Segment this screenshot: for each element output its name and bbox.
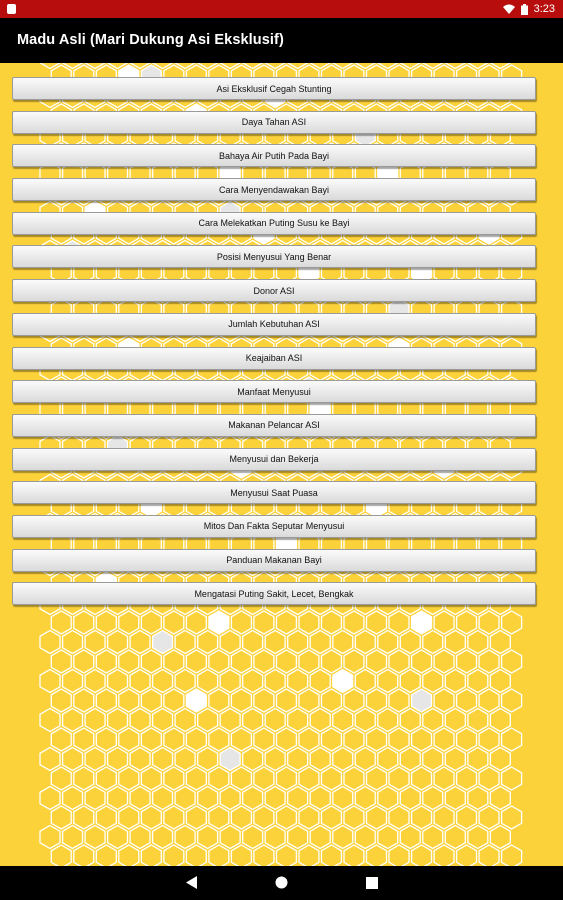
honeycomb-cell [231,845,251,866]
honeycomb-cell [63,709,83,732]
honeycomb-cell [108,748,128,771]
honeycomb-cell [310,631,330,654]
honeycomb-cell [479,845,499,866]
honeycomb-cell [322,689,342,712]
menu-button[interactable]: Asi Eksklusif Cegah Stunting [12,77,536,100]
honeycomb-cell [502,806,522,829]
honeycomb-cell [108,709,128,732]
honeycomb-cell [186,845,206,866]
honeycomb-cell [423,748,443,771]
honeycomb-cell [96,728,116,751]
honeycomb-cell [479,728,499,751]
honeycomb-cell [378,748,398,771]
honeycomb-cell [288,709,308,732]
honeycomb-cell [378,709,398,732]
honeycomb-cell [141,806,161,829]
honeycomb-cell [344,689,364,712]
honeycomb-cell [355,826,375,849]
honeycomb-cell [468,631,488,654]
honeycomb-cell [96,689,116,712]
menu-button[interactable]: Donor ASI [12,279,536,302]
honeycomb-cell [220,709,240,732]
honeycomb-cell [63,787,83,810]
honeycomb-cell [153,631,173,654]
honeycomb-cell [468,709,488,732]
honeycomb-cell [175,748,195,771]
honeycomb-cell [400,709,420,732]
honeycomb-cell [231,689,251,712]
honeycomb-cell [389,845,409,866]
honeycomb-cell [74,650,94,673]
honeycomb-cell [288,787,308,810]
honeycomb-cell [220,670,240,693]
honeycomb-cell [130,670,150,693]
honeycomb-cell [85,748,105,771]
back-icon[interactable] [186,876,197,894]
honeycomb-cell [389,728,409,751]
honeycomb-cell [310,748,330,771]
honeycomb-cell [479,767,499,790]
honeycomb-cell [333,670,353,693]
honeycomb-cell [423,709,443,732]
recents-icon[interactable] [366,876,378,894]
honeycomb-cell [479,806,499,829]
honeycomb-cell [344,806,364,829]
honeycomb-cell [164,767,184,790]
honeycomb-cell [186,728,206,751]
honeycomb-cell [51,806,71,829]
honeycomb-cell [445,670,465,693]
honeycomb-cell [141,728,161,751]
honeycomb-cell [277,767,297,790]
honeycomb-cell [367,728,387,751]
honeycomb-cell [322,650,342,673]
wifi-icon [503,4,515,14]
honeycomb-cell [130,748,150,771]
honeycomb-cell [108,826,128,849]
honeycomb-cell [51,728,71,751]
honeycomb-cell [457,650,477,673]
honeycomb-cell [40,631,60,654]
honeycomb-cell [51,689,71,712]
honeycomb-cell [490,748,510,771]
honeycomb-cell [322,845,342,866]
honeycomb-cell [108,787,128,810]
honeycomb-cell [74,845,94,866]
honeycomb-cell [119,806,139,829]
honeycomb-cell [412,767,432,790]
honeycomb-cell [153,787,173,810]
honeycomb-cell [198,631,218,654]
honeycomb-cell [175,787,195,810]
honeycomb-cell [209,728,229,751]
honeycomb-cell [130,709,150,732]
honeycomb-cell [344,767,364,790]
honeycomb-cell [288,670,308,693]
honeycomb-cell [502,767,522,790]
honeycomb-cell [209,806,229,829]
honeycomb-cell [85,709,105,732]
honeycomb-cell [412,845,432,866]
honeycomb-cell [468,670,488,693]
honeycomb-cell [299,845,319,866]
honeycomb-cell [400,787,420,810]
honeycomb-cell [220,826,240,849]
honeycomb-cell [265,748,285,771]
honeycomb-cell [389,689,409,712]
honeycomb-cell [389,806,409,829]
honeycomb-cell [265,826,285,849]
honeycomb-cell [367,650,387,673]
app-notification-icon [7,4,16,14]
menu-button[interactable]: Posisi Menyusui Yang Benar [12,245,536,268]
honeycomb-cell [412,728,432,751]
honeycomb-cell [175,631,195,654]
honeycomb-cell [367,689,387,712]
honeycomb-cell [355,748,375,771]
honeycomb-cell [355,631,375,654]
honeycomb-cell [63,670,83,693]
status-time: 3:23 [533,3,555,15]
honeycomb-cell [74,806,94,829]
honeycomb-cell [299,728,319,751]
honeycomb-cell [457,845,477,866]
navigation-bar [0,866,563,900]
honeycomb-cell [153,709,173,732]
honeycomb-cell [502,650,522,673]
honeycomb-cell [355,709,375,732]
honeycomb-cell [400,670,420,693]
honeycomb-cell [367,767,387,790]
honeycomb-cell [423,670,443,693]
honeycomb-cell [423,631,443,654]
menu-button[interactable]: Manfaat Menyusui [12,380,536,403]
honeycomb-cell [119,689,139,712]
honeycomb-cell [63,748,83,771]
honeycomb-cell [400,631,420,654]
honeycomb-cell [344,650,364,673]
honeycomb-cell [445,631,465,654]
honeycomb-cell [378,670,398,693]
honeycomb-cell [51,650,71,673]
honeycomb-cell [378,631,398,654]
honeycomb-cell [85,670,105,693]
honeycomb-cell [355,787,375,810]
honeycomb-cell [265,787,285,810]
honeycomb-cell [412,650,432,673]
honeycomb-cell [85,826,105,849]
honeycomb-cell [119,650,139,673]
honeycomb-cell [423,826,443,849]
honeycomb-cell [74,767,94,790]
honeycomb-cell [96,767,116,790]
honeycomb-cell [299,767,319,790]
honeycomb-cell [254,650,274,673]
honeycomb-cell [130,787,150,810]
honeycomb-cell [243,631,263,654]
battery-icon [521,4,528,15]
honeycomb-cell [231,767,251,790]
honeycomb-cell [119,767,139,790]
honeycomb-cell [40,787,60,810]
honeycomb-cell [310,709,330,732]
honeycomb-cell [209,845,229,866]
honeycomb-cell [254,728,274,751]
status-bar [0,0,563,18]
honeycomb-cell [344,728,364,751]
honeycomb-cell [355,670,375,693]
honeycomb-cell [186,767,206,790]
home-icon[interactable] [275,876,288,894]
honeycomb-cell [231,728,251,751]
honeycomb-cell [141,689,161,712]
honeycomb-cell [445,748,465,771]
menu-button[interactable]: Menyusui dan Bekerja [12,448,536,471]
honeycomb-cell [434,650,454,673]
honeycomb-cell [63,826,83,849]
honeycomb-cell [299,806,319,829]
honeycomb-cell [400,826,420,849]
honeycomb-cell [220,748,240,771]
honeycomb-cell [322,767,342,790]
honeycomb-cell [164,845,184,866]
honeycomb-cell [130,631,150,654]
honeycomb-cell [457,689,477,712]
honeycomb-cell [153,826,173,849]
honeycomb-cell [389,767,409,790]
honeycomb-cell [198,670,218,693]
honeycomb-cell [186,689,206,712]
honeycomb-cell [490,631,510,654]
honeycomb-cell [243,709,263,732]
honeycomb-cell [119,728,139,751]
honeycomb-cell [119,845,139,866]
honeycomb-cell [153,670,173,693]
menu-button[interactable]: Mitos Dan Fakta Seputar Menyusui [12,515,536,538]
honeycomb-cell [333,826,353,849]
honeycomb-cell [479,650,499,673]
honeycomb-cell [299,689,319,712]
honeycomb-cell [96,806,116,829]
honeycomb-cell [333,631,353,654]
honeycomb-cell [164,806,184,829]
honeycomb-cell [310,670,330,693]
honeycomb-cell [479,689,499,712]
honeycomb-cell [434,806,454,829]
honeycomb-cell [344,845,364,866]
honeycomb-cell [254,806,274,829]
honeycomb-cell [434,767,454,790]
honeycomb-cell [164,650,184,673]
menu-button[interactable]: Mengatasi Puting Sakit, Lecet, Bengkak [12,582,536,605]
honeycomb-cell [175,709,195,732]
honeycomb-cell [468,787,488,810]
honeycomb-cell [175,670,195,693]
honeycomb-cell [220,787,240,810]
honeycomb-cell [231,650,251,673]
honeycomb-cell [490,670,510,693]
honeycomb-cell [96,650,116,673]
honeycomb-cell [322,806,342,829]
honeycomb-cell [468,748,488,771]
honeycomb-cell [277,806,297,829]
honeycomb-cell [198,826,218,849]
honeycomb-cell [310,826,330,849]
honeycomb-cell [265,709,285,732]
honeycomb-cell [243,826,263,849]
honeycomb-cell [141,767,161,790]
honeycomb-cell [220,631,240,654]
menu-button[interactable]: Panduan Makanan Bayi [12,549,536,572]
honeycomb-cell [265,631,285,654]
honeycomb-cell [277,689,297,712]
honeycomb-cell [490,709,510,732]
honeycomb-cell [40,709,60,732]
honeycomb-cell [209,689,229,712]
honeycomb-cell [164,689,184,712]
honeycomb-cell [389,650,409,673]
honeycomb-cell [490,826,510,849]
honeycomb-cell [412,806,432,829]
honeycomb-cell [445,709,465,732]
honeycomb-cell [141,845,161,866]
honeycomb-cell [288,631,308,654]
honeycomb-cell [186,806,206,829]
honeycomb-cell [288,826,308,849]
honeycomb-cell [502,728,522,751]
honeycomb-cell [468,826,488,849]
honeycomb-cell [243,670,263,693]
honeycomb-cell [198,787,218,810]
honeycomb-cell [367,806,387,829]
honeycomb-cell [153,748,173,771]
honeycomb-cell [51,845,71,866]
menu-button[interactable]: Jumlah Kebutuhan ASI [12,313,536,336]
honeycomb-cell [198,748,218,771]
honeycomb-cell [502,689,522,712]
honeycomb-cell [85,787,105,810]
honeycomb-cell [108,670,128,693]
honeycomb-cell [310,787,330,810]
honeycomb-cell [490,787,510,810]
honeycomb-cell [85,631,105,654]
honeycomb-cell [378,787,398,810]
honeycomb-cell [96,845,116,866]
honeycomb-cell [254,689,274,712]
menu-button[interactable]: Bahaya Air Putih Pada Bayi [12,144,536,167]
app-bar [0,18,563,63]
honeycomb-cell [243,787,263,810]
honeycomb-cell [130,826,150,849]
honeycomb-cell [445,787,465,810]
menu-button[interactable]: Cara Menyendawakan Bayi [12,178,536,201]
honeycomb-cell [265,670,285,693]
honeycomb-cell [231,806,251,829]
honeycomb-cell [277,845,297,866]
honeycomb-cell [333,709,353,732]
honeycomb-cell [434,689,454,712]
honeycomb-cell [51,767,71,790]
menu-list [12,77,536,616]
content-area [0,63,563,866]
honeycomb-cell [412,689,432,712]
honeycomb-cell [74,728,94,751]
honeycomb-cell [40,748,60,771]
honeycomb-cell [175,826,195,849]
honeycomb-cell [277,728,297,751]
honeycomb-cell [108,631,128,654]
honeycomb-cell [254,845,274,866]
honeycomb-cell [40,670,60,693]
honeycomb-cell [63,631,83,654]
honeycomb-cell [434,728,454,751]
menu-button[interactable]: Cara Melekatkan Puting Susu ke Bayi [12,212,536,235]
honeycomb-cell [288,748,308,771]
honeycomb-cell [457,767,477,790]
honeycomb-cell [423,787,443,810]
honeycomb-cell [333,748,353,771]
honeycomb-cell [164,728,184,751]
menu-button[interactable]: Daya Tahan ASI [12,111,536,134]
honeycomb-cell [333,787,353,810]
honeycomb-cell [445,826,465,849]
menu-button[interactable]: Keajaiban ASI [12,347,536,370]
honeycomb-cell [254,767,274,790]
honeycomb-cell [198,709,218,732]
menu-button[interactable]: Menyusui Saat Puasa [12,481,536,504]
app-title: Madu Asli (Mari Dukung Asi Eksklusif) [17,32,284,48]
honeycomb-cell [243,748,263,771]
honeycomb-cell [40,826,60,849]
honeycomb-cell [457,728,477,751]
honeycomb-cell [434,845,454,866]
honeycomb-cell [367,845,387,866]
menu-button[interactable]: Makanan Pelancar ASI [12,414,536,437]
honeycomb-cell [209,650,229,673]
honeycomb-cell [209,767,229,790]
honeycomb-cell [141,650,161,673]
honeycomb-cell [186,650,206,673]
honeycomb-cell [400,748,420,771]
honeycomb-cell [74,689,94,712]
honeycomb-cell [502,845,522,866]
honeycomb-cell [322,728,342,751]
honeycomb-cell [378,826,398,849]
honeycomb-cell [299,650,319,673]
honeycomb-cell [277,650,297,673]
honeycomb-cell [457,806,477,829]
